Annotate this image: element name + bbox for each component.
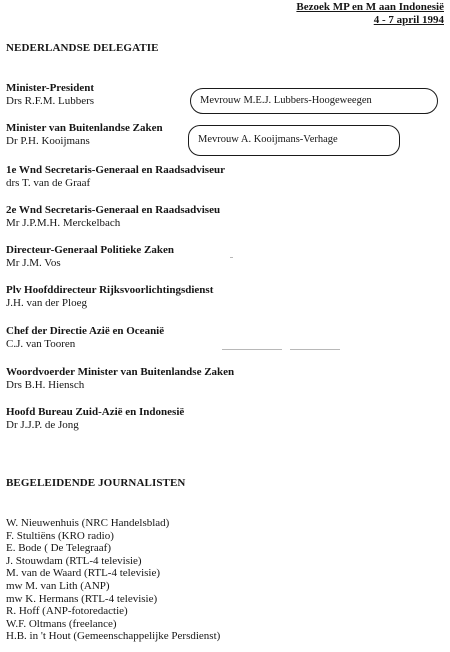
delegation-entry	[6, 164, 225, 190]
entry-name: Dr P.H. Kooijmans	[6, 135, 90, 147]
scan-speck	[230, 257, 233, 258]
entry-title: Plv Hoofddirecteur Rijksvoorlichtingsdienst	[6, 284, 214, 296]
delegation-entry	[6, 244, 174, 270]
journalists-heading: BEGELEIDENDE JOURNALISTEN	[6, 477, 186, 489]
entry-title: Directeur-Generaal Politieke Zaken	[6, 244, 175, 256]
entry-title: Chef der Directie Azië en Oceanië	[6, 325, 165, 337]
journalist-item: mw M. van Lith (ANP)	[6, 579, 110, 592]
journalist-item: F. Stultiëns (KRO radio)	[6, 529, 114, 542]
journalist-item: R. Hoff (ANP-fotoredactie)	[6, 605, 128, 618]
journalist-item: mw K. Hermans (RTL-4 televisie)	[6, 592, 158, 605]
delegation-entry	[6, 366, 234, 392]
journalist-item: W.F. Oltmans (freelance)	[6, 617, 117, 630]
entry-title: 1e Wnd Secretaris-Generaal en Raadsadviseur	[6, 164, 225, 176]
journalist-item: W. Nieuwenhuis (NRC Handelsblad)	[6, 517, 170, 529]
delegation-entry	[6, 122, 163, 148]
delegation-entry	[6, 406, 184, 432]
delegation-entry	[6, 82, 94, 108]
entry-title: Woordvoerder Minister van Buitenlandse Zaken	[6, 366, 235, 378]
entry-title: Minister-President	[6, 82, 94, 94]
scan-speck	[290, 349, 340, 350]
visit-title: Bezoek MP en M aan Indonesië	[296, 1, 444, 13]
journalist-item: M. van de Waard (RTL-4 televisie)	[6, 567, 161, 580]
delegation-entry	[6, 325, 164, 351]
delegation-entry	[6, 204, 220, 230]
journalist-item: J. Stouwdam (RTL-4 televisie)	[6, 554, 142, 567]
delegation-entry	[6, 284, 213, 310]
entry-name: drs T. van de Graaf	[6, 177, 91, 189]
journalist-item: H.B. in 't Hout (Gemeenschappelijke Persdienst)	[6, 630, 221, 643]
entry-name: J.H. van der Ploeg	[6, 297, 87, 309]
entry-title: 2e Wnd Secretaris-Generaal en Raadsadviseu	[6, 204, 221, 216]
entry-name: Mr J.M. Vos	[6, 257, 61, 269]
entry-title: Minister van Buitenlandse Zaken	[6, 122, 163, 134]
delegation-heading: NEDERLANDSE DELEGATIE	[6, 42, 159, 54]
entry-name: Dr J.J.P. de Jong	[6, 419, 79, 431]
scan-speck	[222, 349, 282, 350]
entry-name: C.J. van Tooren	[6, 338, 76, 350]
journalist-item: E. Bode ( De Telegraaf)	[6, 542, 112, 555]
document-header	[296, 1, 444, 27]
journalist-list	[6, 517, 220, 643]
entry-title: Hoofd Bureau Zuid-Azië en Indonesië	[6, 406, 185, 418]
visit-dates: 4 - 7 april 1994	[373, 14, 444, 26]
entry-name: Mr J.P.M.H. Merckelbach	[6, 217, 121, 229]
entry-name: Drs R.F.M. Lubbers	[6, 95, 95, 107]
spouse-oval-lubbers: Mevrouw M.E.J. Lubbers-Hoogeweegen	[190, 88, 438, 114]
spouse-oval-kooijmans: Mevrouw A. Kooijmans-Verhage	[188, 125, 400, 156]
entry-name: Drs B.H. Hiensch	[6, 379, 85, 391]
